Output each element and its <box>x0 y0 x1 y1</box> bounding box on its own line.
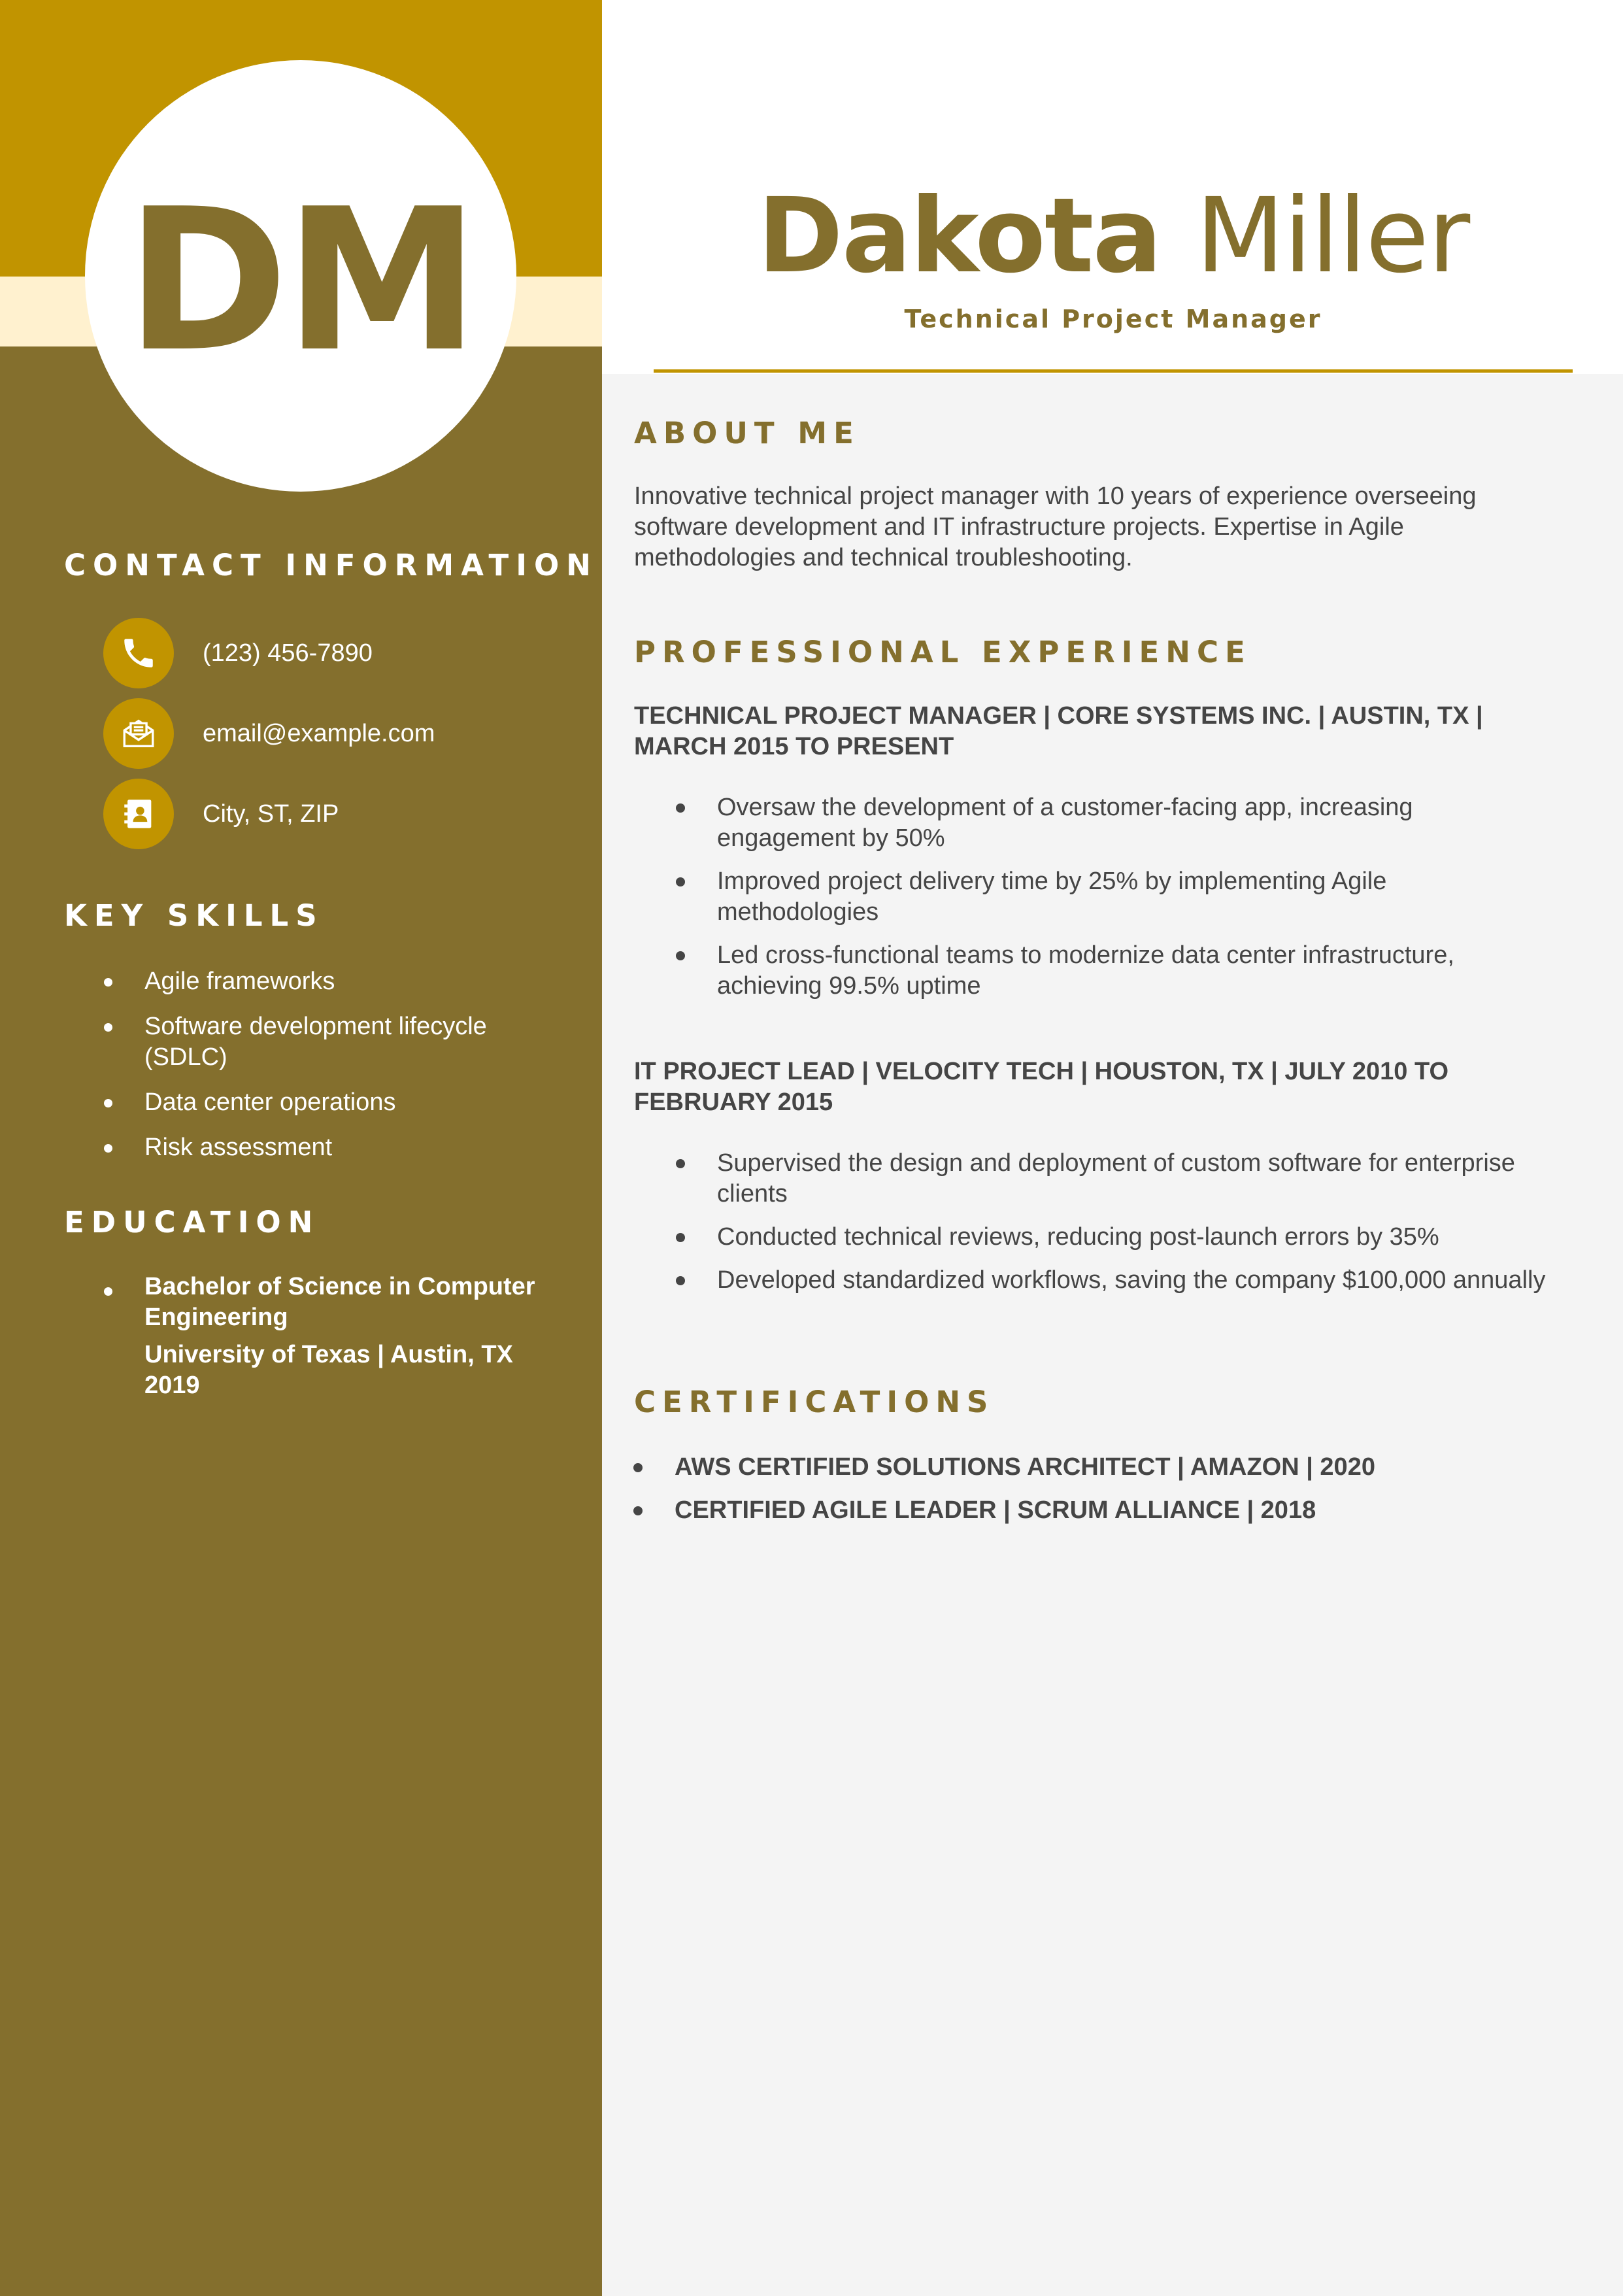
certification-item: CERTIFIED AGILE LEADER | SCRUM ALLIANCE | 2018 <box>0 1495 1375 1526</box>
candidate-name <box>654 176 1573 296</box>
skill-item: Software development lifecycle (SDLC) <box>0 1011 602 1073</box>
job-bullet: Conducted technical reviews, reducing post-launch errors by 35% <box>0 1222 1547 1253</box>
certifications-list <box>0 1452 1375 1538</box>
skill-item: Risk assessment <box>0 1132 602 1163</box>
job-bullet: Improved project delivery time by 25% by implementing Agile methodologies <box>0 866 1547 928</box>
header-divider <box>654 369 1573 373</box>
phone-text: (123) 456-7890 <box>203 639 373 667</box>
job-bullet: Led cross-functional teams to modernize data center infrastructure, achieving 99.5% uptime <box>0 940 1547 1002</box>
education-year: 2019 <box>144 1372 200 1399</box>
skill-item: Agile frameworks <box>0 966 602 997</box>
certifications-heading: CERTIFICATIONS <box>634 1385 995 1419</box>
last-name: Miller <box>1196 176 1469 296</box>
contact-phone[interactable] <box>103 618 373 688</box>
education-heading: EDUCATION <box>64 1205 320 1240</box>
job-header: TECHNICAL PROJECT MANAGER | CORE SYSTEMS INC. | AUSTIN, TX | MARCH 2015 TO PRESENT <box>634 702 1483 760</box>
education-school: University of Texas | Austin, TX <box>144 1341 513 1368</box>
phone-icon <box>103 618 174 688</box>
about-text: Innovative technical project manager with 10 years of experience overseeing software development and IT infrastructure projects. Expertise in Agile methodologies and technical troubleshooting. <box>634 482 1477 571</box>
skill-item: Data center operations <box>0 1087 602 1118</box>
job-bullets <box>0 792 1547 1014</box>
contact-heading: CONTACT INFORMATION <box>64 548 598 582</box>
first-name: Dakota <box>757 176 1162 296</box>
education-degree: Bachelor of Science in Computer Engineering <box>144 1273 535 1331</box>
job-bullets <box>0 1148 1547 1308</box>
job-bullet: Developed standardized workflows, saving the company $100,000 annually <box>0 1265 1547 1296</box>
job-title: Technical Project Manager <box>904 305 1322 333</box>
job-header: IT PROJECT LEAD | VELOCITY TECH | HOUSTON, TX | JULY 2010 TO FEBRUARY 2015 <box>634 1058 1449 1116</box>
address-text: City, ST, ZIP <box>203 800 339 828</box>
email-text: email@example.com <box>203 719 435 747</box>
certification-item: AWS CERTIFIED SOLUTIONS ARCHITECT | AMAZON | 2020 <box>0 1452 1375 1483</box>
email-icon <box>103 698 174 769</box>
job-bullet: Supervised the design and deployment of custom software for enterprise clients <box>0 1148 1547 1209</box>
contact-email[interactable] <box>103 698 435 769</box>
job-bullet: Oversaw the development of a customer-facing app, increasing engagement by 50% <box>0 792 1547 854</box>
monogram-circle <box>85 60 516 492</box>
skills-heading: KEY SKILLS <box>64 898 324 933</box>
experience-heading: PROFESSIONAL EXPERIENCE <box>634 635 1252 669</box>
monogram-initials: DM <box>125 167 476 395</box>
about-heading: ABOUT ME <box>634 416 860 450</box>
